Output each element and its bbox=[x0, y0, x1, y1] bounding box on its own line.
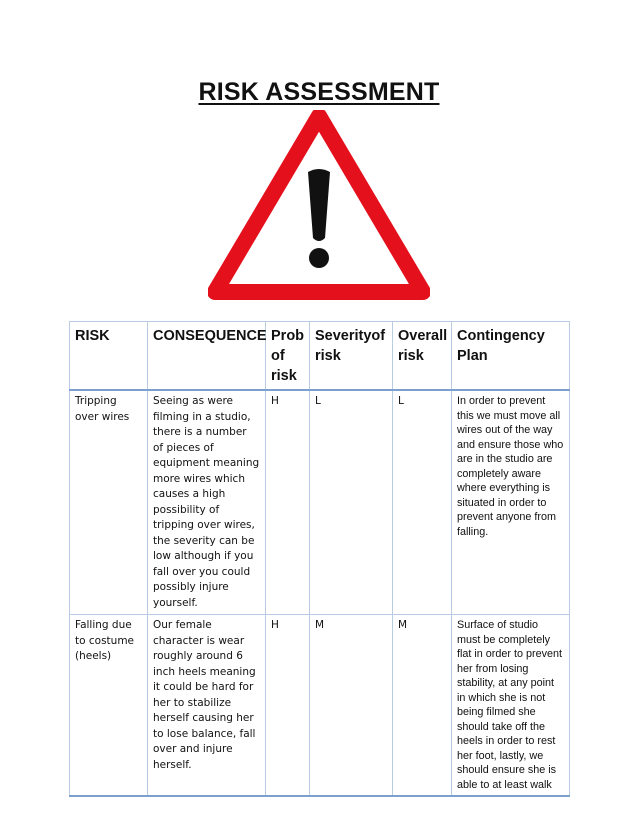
overall-cell: L bbox=[393, 390, 452, 615]
consequence-cell: Seeing as were filming in a studio, there is a number of pieces of equipment meaning more wires which causes a high possibility of tripping over wires, the severity can be low although if you fall over you could possibly injure yourself. bbox=[148, 390, 266, 615]
exclamation-dot bbox=[309, 248, 329, 268]
warning-triangle-icon bbox=[208, 110, 430, 300]
table-row bbox=[70, 615, 570, 797]
severity-cell: M bbox=[310, 615, 393, 797]
severity-cell: L bbox=[310, 390, 393, 615]
contingency-plan-cell: In order to prevent this we must move all wires out of the way and ensure those who are in the studio are completely aware where everything is situated in order to prevent anyone from falling. bbox=[452, 390, 570, 615]
header-prob-of-risk: Prob of risk bbox=[266, 322, 310, 391]
risk-cell: Falling due to costume (heels) bbox=[70, 615, 148, 797]
risk-assessment-table bbox=[69, 321, 570, 797]
header-severity-of-risk: Severityof risk bbox=[310, 322, 393, 391]
header-consequence: CONSEQUENCE bbox=[148, 322, 266, 391]
contingency-plan-cell: Surface of studio must be completely flat in order to prevent her from losing stability, at any point in which she is not being filmed she should take off the heels in order to rest her foot, lastly, we should ensure she is able to at least walk bbox=[452, 615, 570, 797]
risk-cell: Tripping over wires bbox=[70, 390, 148, 615]
header-contingency-plan: Contingency Plan bbox=[452, 322, 570, 391]
table-header-row bbox=[70, 322, 570, 391]
page-title: RISK ASSESSMENT bbox=[198, 78, 440, 106]
table-row bbox=[70, 390, 570, 615]
prob-cell: H bbox=[266, 390, 310, 615]
header-overall-risk: Overall risk bbox=[393, 322, 452, 391]
overall-cell: M bbox=[393, 615, 452, 797]
header-risk: RISK bbox=[70, 322, 148, 391]
prob-cell: H bbox=[266, 615, 310, 797]
consequence-cell: Our female character is wear roughly around 6 inch heels meaning it could be hard for her to stabilize herself causing her to lose balance, fall over and injure herself. bbox=[148, 615, 266, 797]
